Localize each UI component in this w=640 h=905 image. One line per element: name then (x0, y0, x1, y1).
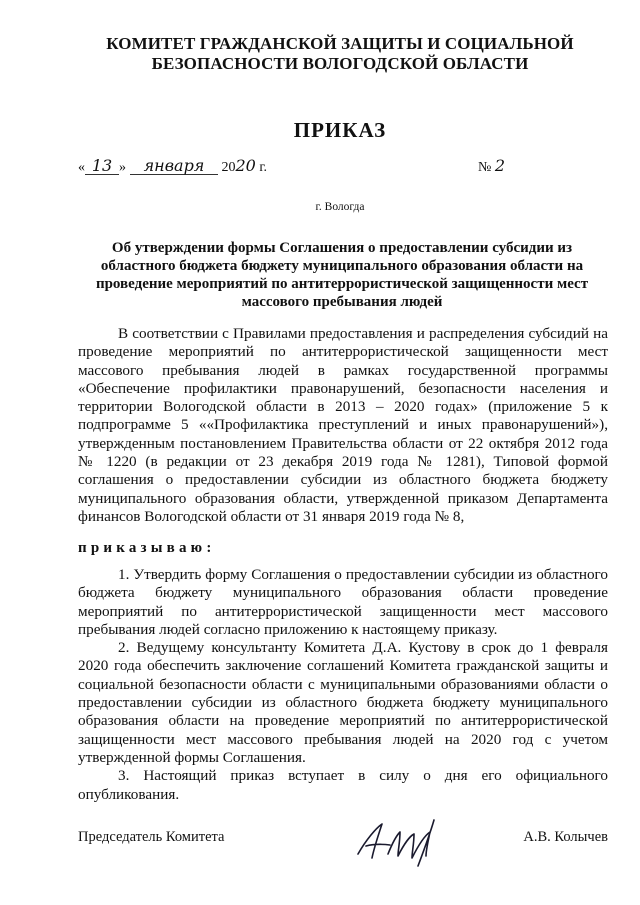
preamble-paragraph: В соответствии с Правилами предоставления и распределения субсидий на проведение мероприятий по антитеррористической защищенности мест массового пребывания людей в рамках государственной программы «Обеспечение профилактики правонарушений, безопасности населения и территории Вологодской области в 2013 – 2020 годах» (приложение 5 к подпрограмме 5 ««Профилактика преступлений и иных правонарушений»), утвержденным постановлением Правительства области от 22 октября 2012 года № 1220 (в редакции от 23 декабря 2019 года № 1281), Типовой формой соглашения о предоставлении субсидии из областного бюджета бюджету муниципального образования области, утвержденной приказом Департамента финансов Вологодской области от 31 января 2019 года № 8, (78, 325, 608, 525)
signer-role: Председатель Комитета (78, 829, 225, 845)
date-year-prefix: 20 (221, 160, 236, 175)
header-line-2: БЕЗОПАСНОСТИ ВОЛОГОДСКОЙ ОБЛАСТИ (151, 54, 529, 73)
number-label: № (478, 160, 492, 175)
organization-header (60, 34, 620, 74)
date-year-unit: г. (259, 160, 268, 175)
date-day-handwritten: 13 (85, 158, 119, 175)
order-number (478, 158, 505, 176)
order-item-3: 3. Настоящий приказ вступает в силу о дня его официального опубликования. (78, 767, 608, 803)
city-name: г. Вологда (315, 201, 365, 213)
number-value-handwritten: 2 (494, 156, 506, 175)
order-word: приказываю: (78, 540, 216, 556)
date-close-quote: » (119, 160, 126, 175)
order-items (78, 566, 608, 804)
date-open-quote: « (78, 160, 85, 175)
order-subject: Об утверждении формы Соглашения о предоставлении субсидии из областного бюджета бюджету муниципального образования области на проведение мероприятий по антитеррористической защищенности мест массового пребывания людей (95, 240, 589, 310)
date-month-handwritten: января (130, 158, 218, 175)
signer-name: А.В. Колычев (523, 829, 608, 845)
handwritten-signature-icon (352, 814, 462, 868)
order-date (78, 158, 267, 176)
document-title: ПРИКАЗ (293, 118, 387, 142)
date-year-handwritten: 20 (235, 156, 256, 175)
header-line-1: КОМИТЕТ ГРАЖДАНСКОЙ ЗАЩИТЫ И СОЦИАЛЬНОЙ (106, 34, 574, 53)
order-item-1: 1. Утвердить форму Соглашения о предоставлении субсидии из областного бюджета бюджету муниципального образования области проведение мероприятий по антитеррористической защищенности мест массового пребывания людей согласно приложению к настоящему приказу. (78, 566, 608, 638)
order-item-2: 2. Ведущему консультанту Комитета Д.А. Кустову в срок до 1 февраля 2020 года обеспечить заключение соглашений Комитета гражданской защиты и социальной безопасности области с муниципальными образованиями области о предоставлении субсидии из областного бюджета бюджету муниципального образования области на проведение мероприятий по антитеррористической защищенности мест массового пребывания людей на 2020 год с учетом утвержденной формы Соглашения. (78, 639, 608, 766)
